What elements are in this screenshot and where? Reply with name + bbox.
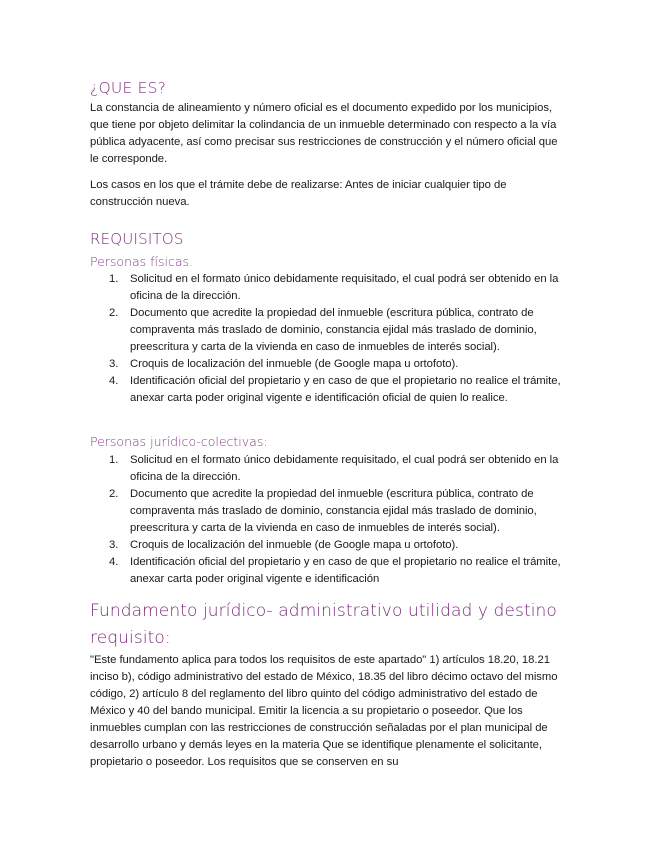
list-item	[90, 305, 568, 356]
list-number: 2.	[109, 307, 119, 319]
list-item-text: Solicitud en el formato único debidamente requisitado, el cual podrá ser obtenido en la oficina de la dirección.	[130, 273, 559, 302]
list-personas-fisicas	[90, 271, 568, 407]
paragraph-definition: La constancia de alineamiento y número oficial es el documento expedido por los municipios, que tiene por objeto delimitar la colindancia de un inmueble determinado con respecto a la vía pública adyacente, así como precisar sus restricciones de construcción y el número oficial que le corresponde.	[90, 102, 558, 165]
list-number: 2.	[109, 488, 119, 500]
paragraph-fundamento: "Este fundamento aplica para todos los requisitos de este apartado" 1) artículos 18.20, 18.21 inciso b), código administrativo del estado de México, 18.35 del libro décimo octavo del mismo código, 2) artículo 8 del reglamento del libro quinto del código administrativo del estado de México y 40 del bando municipal. Emitir la licencia a su propietario o poseedor. Que los inmuebles cumplan con las restricciones de construcción señaladas por el plan municipal de desarrollo urbano y demás leyes en la materia Que se identifique plenamente el solicitante, propietario o poseedor. Los requisitos que se conserven en su	[90, 654, 558, 768]
list-number: 4.	[109, 375, 119, 387]
list-item	[90, 554, 568, 588]
subheading-personas-fisicas: Personas físicas.	[90, 254, 194, 269]
subheading-personas-juridico-colectivas: Personas jurídico-colectivas:	[90, 434, 268, 449]
list-item	[90, 271, 568, 305]
list-item-text: Croquis de localización del inmueble (de Google mapa u ortofoto).	[130, 539, 459, 551]
list-item	[90, 373, 568, 407]
list-item-text: Documento que acredite la propiedad del inmueble (escritura pública, contrato de compraventa más traslado de dominio, constancia ejidal más traslado de dominio, preescritura y carta de la vivienda en caso de inmuebles de interés social).	[130, 307, 537, 353]
list-item	[90, 537, 568, 554]
list-number: 1.	[109, 273, 119, 285]
list-item	[90, 486, 568, 537]
list-item-text: Documento que acredite la propiedad del inmueble (escritura pública, contrato de compraventa más traslado de dominio, constancia ejidal más traslado de dominio, preescritura y carta de la vivienda en caso de inmuebles de interés social).	[130, 488, 537, 534]
paragraph-cases: Los casos en los que el trámite debe de realizarse: Antes de iniciar cualquier tipo de construcción nueva.	[90, 179, 507, 208]
list-number: 3.	[109, 358, 119, 370]
list-item-text: Identificación oficial del propietario y en caso de que el propietario no realice el trámite, anexar carta poder original vigente e identificación	[130, 556, 561, 585]
heading-fundamento-juridico: Fundamento jurídico- administrativo utilidad y destino requisito:	[90, 601, 557, 648]
list-item-text: Croquis de localización del inmueble (de Google mapa u ortofoto).	[130, 358, 459, 370]
heading-que-es: ¿QUE ES?	[90, 79, 167, 97]
list-number: 4.	[109, 556, 119, 568]
list-item	[90, 452, 568, 486]
list-item	[90, 356, 568, 373]
list-number: 1.	[109, 454, 119, 466]
list-personas-juridico-colectivas	[90, 452, 568, 588]
heading-requisitos: REQUISITOS	[90, 230, 184, 248]
list-item-text: Identificación oficial del propietario y en caso de que el propietario no realice el trámite, anexar carta poder original vigente e identificación oficial de quien lo realice.	[130, 375, 561, 404]
list-item-text: Solicitud en el formato único debidamente requisitado, el cual podrá ser obtenido en la oficina de la dirección.	[130, 454, 559, 483]
list-number: 3.	[109, 539, 119, 551]
